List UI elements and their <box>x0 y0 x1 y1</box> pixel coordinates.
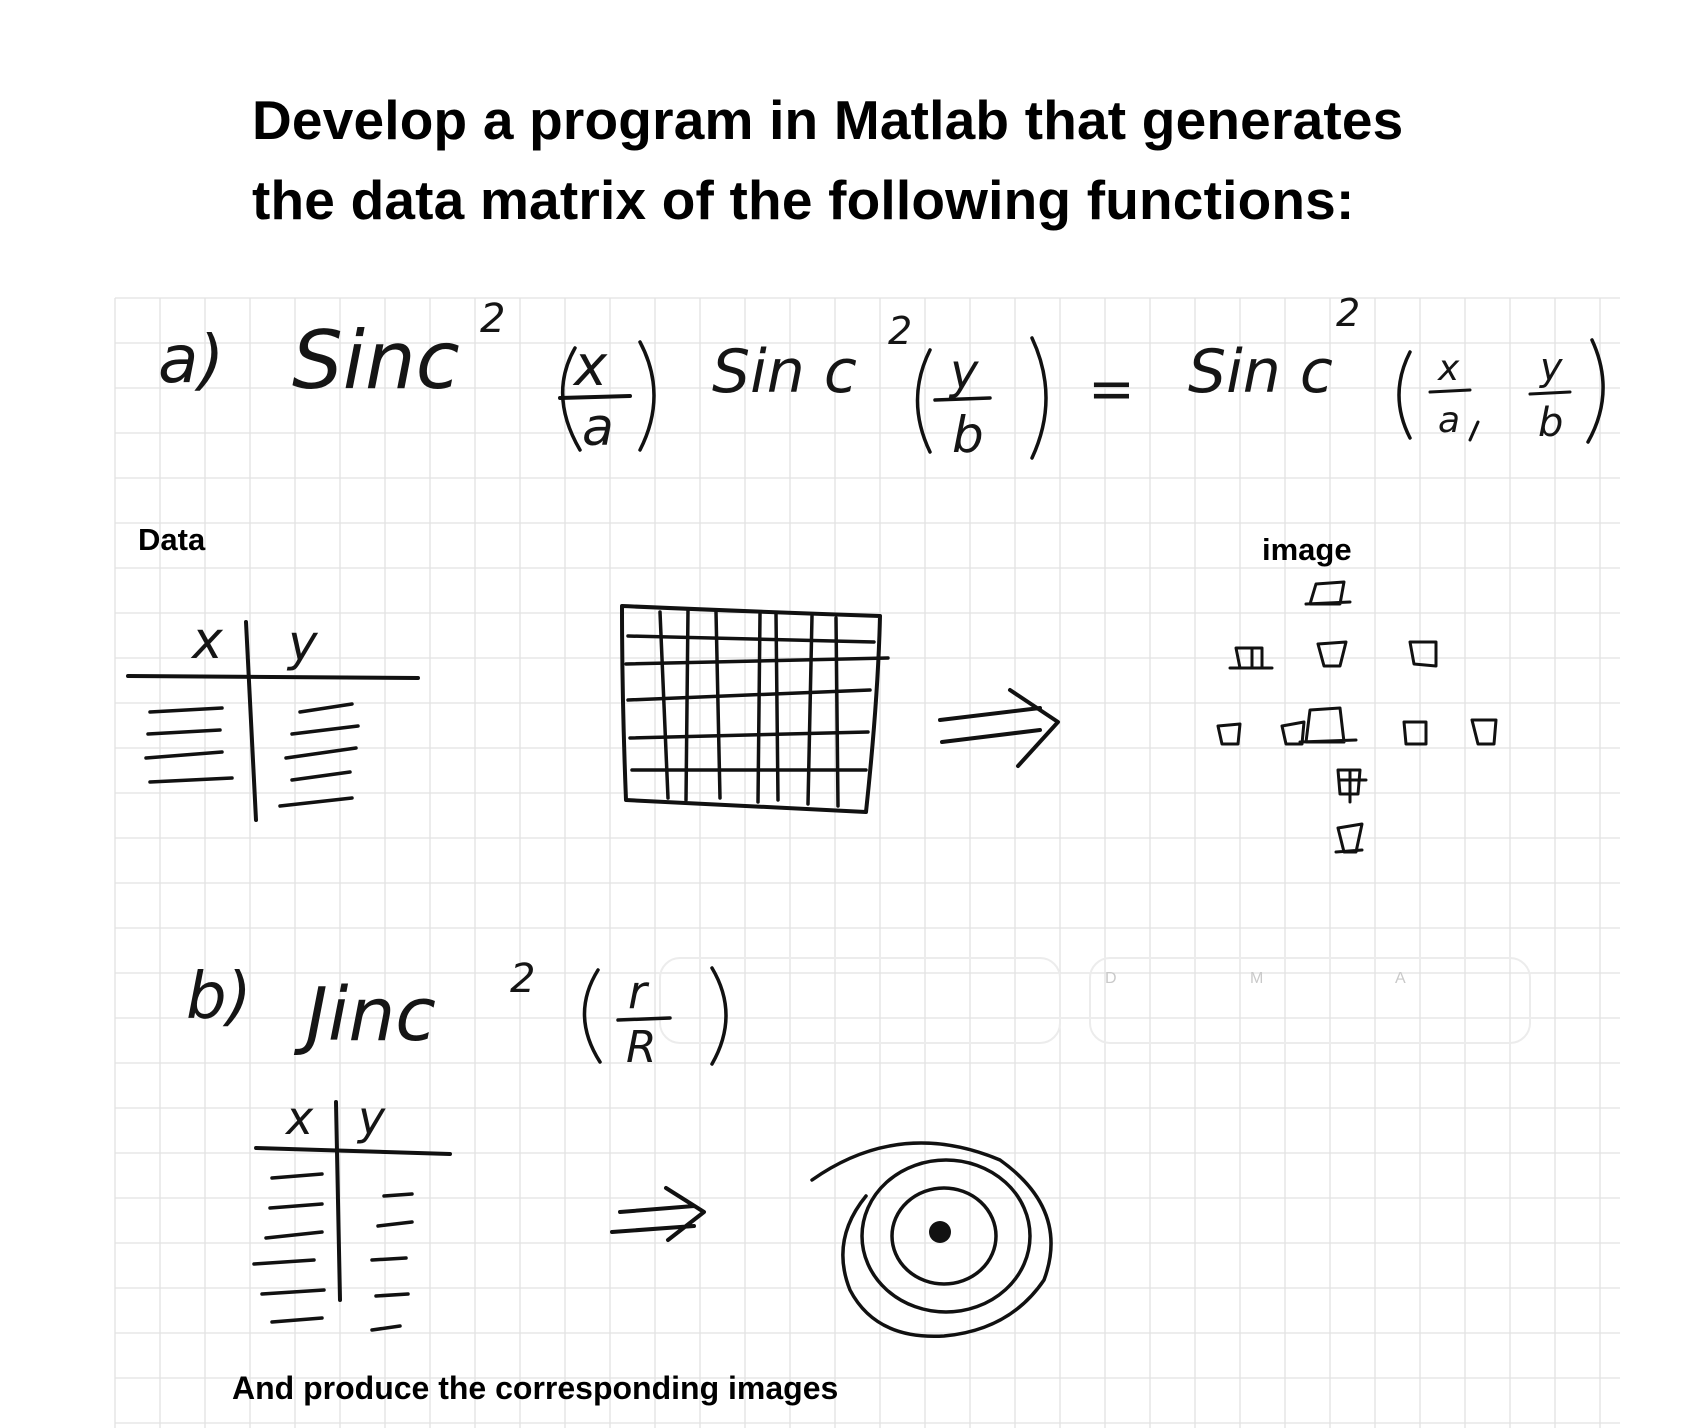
part-a-fraction-1-numerator: x <box>574 334 608 399</box>
instruction-title-line-2: the data matrix of the following functions: <box>252 169 1355 231</box>
part-b-marker: b) <box>186 960 252 1034</box>
image-square-4 <box>1410 642 1436 666</box>
image-square-5 <box>1218 724 1240 744</box>
data-label: Data <box>138 522 206 557</box>
background-letter-a: A <box>1395 970 1406 987</box>
part-a-paren-2-right <box>1032 338 1046 458</box>
part-b-denominator: R <box>626 1022 657 1073</box>
table-b-column-y: y <box>358 1091 386 1145</box>
part-b-paren-right <box>712 968 726 1064</box>
table-a-column-y: y <box>288 614 318 672</box>
arrow-a <box>940 690 1058 766</box>
part-a-marker: a) <box>158 321 225 398</box>
ring-center-dot <box>929 1221 951 1243</box>
matrix-grid-sketch <box>622 606 888 812</box>
part-a-sinc-1-exponent: 2 <box>480 296 506 342</box>
table-b-right-lines <box>372 1194 412 1330</box>
faint-box-right <box>1090 958 1530 1043</box>
table-a-left-lines <box>146 708 232 782</box>
background-letter-d: D <box>1105 970 1117 987</box>
image-square-10 <box>1338 770 1366 802</box>
part-a-rhs-paren-left <box>1399 352 1410 438</box>
part-a-rhs-denominator-1: a <box>1438 400 1461 441</box>
part-a-sinc-1: Sinc <box>292 314 460 407</box>
part-a-fraction-1-bar <box>560 396 630 398</box>
image-square-3 <box>1318 642 1346 666</box>
image-square-1 <box>1306 582 1350 604</box>
arrow-b <box>612 1188 704 1240</box>
part-a-rhs-comma <box>1470 422 1478 440</box>
part-a-rhs-paren-right <box>1588 340 1603 442</box>
image-square-9 <box>1472 720 1496 744</box>
image-sketch-a <box>1218 582 1496 852</box>
footer-instruction: And produce the corresponding images <box>232 1370 839 1406</box>
part-a-paren-1-right <box>640 342 654 450</box>
part-a-rhs-denominator-2: b <box>1538 400 1564 446</box>
data-table-a <box>128 611 418 820</box>
part-a-rhs-exponent: 2 <box>1336 291 1361 335</box>
faint-box-left <box>660 958 1060 1043</box>
part-a-rhs-sinc: Sin c <box>1188 337 1333 407</box>
part-a-sinc-2-exponent: 2 <box>888 309 913 353</box>
part-b-numerator: r <box>628 965 647 1019</box>
part-b-fraction-bar <box>618 1018 670 1020</box>
table-a-right-lines <box>280 704 358 806</box>
part-a-rhs-numerator-1: x <box>1438 348 1460 389</box>
table-a-vertical-rule <box>246 622 256 820</box>
part-a-equals: = <box>1088 357 1135 422</box>
part-b-exponent: 2 <box>510 956 536 1002</box>
image-label: image <box>1262 532 1352 567</box>
table-a-header-rule <box>128 676 418 678</box>
part-a-rhs-fraction-1-bar <box>1430 390 1470 392</box>
part-a-fraction-2-bar <box>935 398 990 400</box>
table-b-column-x: x <box>286 1091 314 1145</box>
image-square-7 <box>1300 708 1356 742</box>
part-b-paren-left <box>584 970 600 1062</box>
part-a-rhs-fraction-2-bar <box>1530 392 1570 394</box>
table-b-left-lines <box>254 1174 324 1322</box>
part-a-fraction-2-numerator: y <box>950 344 979 400</box>
image-square-8 <box>1404 722 1426 744</box>
part-a-paren-2-left <box>918 350 931 452</box>
part-b-jinc: Jinc <box>306 972 436 1058</box>
part-a-fraction-1-denominator: a <box>582 398 614 458</box>
part-a-fraction-2-denominator: b <box>952 406 984 464</box>
table-a-column-x: x <box>192 611 223 671</box>
part-a-sinc-2: Sin c <box>712 337 857 407</box>
background-letter-m: M <box>1250 970 1264 987</box>
instruction-title-line-1: Develop a program in Matlab that generates <box>252 89 1404 151</box>
data-table-b <box>254 1091 450 1330</box>
part-a-rhs-numerator-2: y <box>1540 345 1563 389</box>
